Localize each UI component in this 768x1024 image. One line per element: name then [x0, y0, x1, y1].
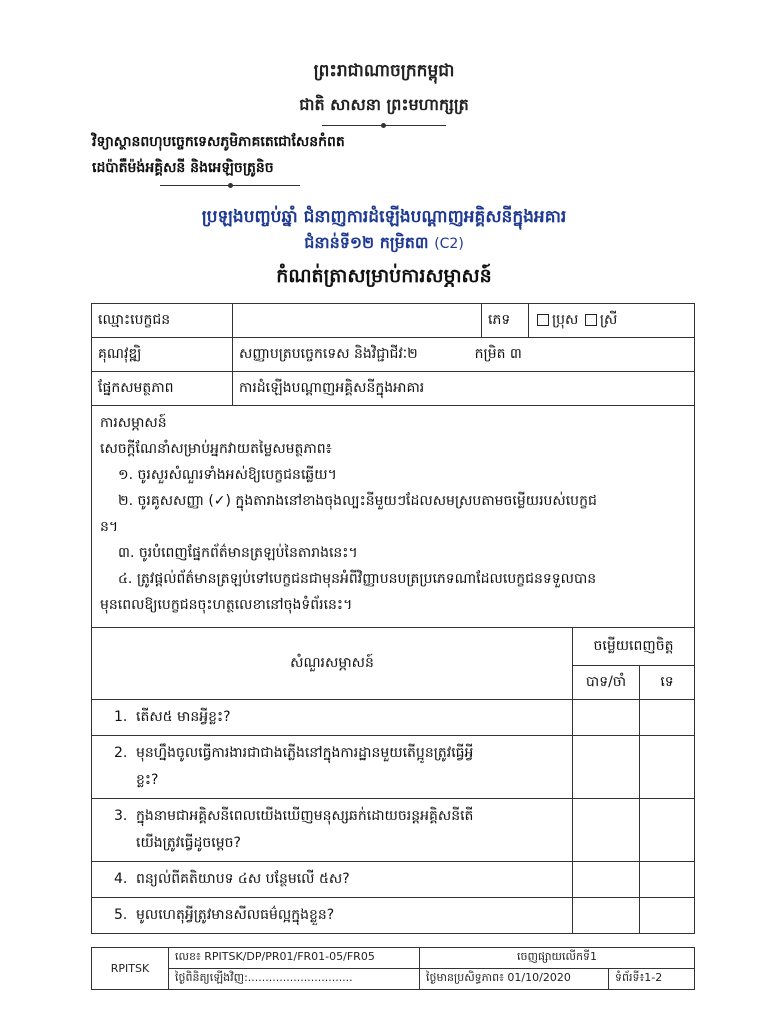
ornament-dot	[228, 183, 233, 188]
female-label: ស្រី	[599, 312, 618, 328]
competency-label: ផ្នែកសមត្ថភាព	[92, 372, 233, 406]
question-row	[92, 736, 695, 799]
interview-instructions	[91, 406, 695, 628]
instruction-item: ២. ចូរគូសសញ្ញា (✓) ក្នុងតារាងនៅខាងចុងល្បះនីមួយៗដែលសមស្របតាមចម្លើយរបស់បេក្ខជ	[118, 493, 597, 509]
document-footer	[91, 947, 695, 990]
question-text: 5. មូលហេតុអ្វីត្រូវមានសីលធម៌ល្អក្នុងខ្លួន?	[92, 898, 573, 934]
interview-questions-table	[91, 627, 695, 934]
qualification-value	[233, 338, 695, 372]
question-row	[92, 898, 695, 934]
yes-cell[interactable]	[573, 700, 640, 736]
instruction-item: ១. ចូរសួរសំណួរទាំងអស់ឱ្យបេក្ខជនឆ្លើយ។	[118, 467, 337, 483]
no-cell[interactable]	[640, 799, 695, 862]
no-cell[interactable]	[640, 862, 695, 898]
question-row	[92, 862, 695, 898]
question-text: 4. ពន្យល់ពីគតិយាបទ ៤ស បន្ថែមលើ ៥ស?	[92, 862, 573, 898]
footer-publish: ចេញផ្សាយលើកទី1	[420, 948, 695, 969]
questions-header: សំណួរសម្ភាសន៍	[92, 628, 573, 700]
department-name: ដេប៉ាតឺម៉ង់អគ្គិសនី និងអេឡិចត្រូនិច	[92, 160, 274, 176]
candidate-name-field[interactable]	[233, 304, 482, 338]
question-row	[92, 700, 695, 736]
form-title: កំណត់ត្រាសម្រាប់ការសម្ភាសន៍	[276, 265, 492, 287]
exam-generation: ជំនាន់ទី១២ កម្រិត៣	[304, 233, 429, 252]
male-label: ប្រុស	[552, 312, 579, 328]
yes-cell[interactable]	[573, 799, 640, 862]
answer-header: ចម្លើយពេញចិត្ត	[573, 628, 695, 666]
qualification-text: សញ្ញាបត្របច្ចេកទេស និងវិជ្ជាជីវៈ២	[239, 346, 418, 362]
question-text: 1. តើស៥ មានអ្វីខ្លះ?	[92, 700, 573, 736]
exam-subtitle	[0, 232, 768, 256]
level-text: កម្រិត ៣	[474, 346, 522, 362]
qualification-label: គុណវុឌ្ឍិ	[92, 338, 233, 372]
ornament-dot	[381, 123, 386, 128]
instruction-item-cont: មុនពេលឱ្យបេក្ខជនចុះហត្ថលេខានៅចុងទំព័រនេះ។	[100, 597, 353, 613]
footer-reference: លេខ៖ RPITSK/DP/PR01/FR01-05/FR05	[169, 948, 420, 969]
exam-code: (C2)	[434, 236, 464, 252]
motto-heading: ជាតិ សាសនា ព្រះមហាក្សត្រ	[299, 95, 469, 114]
question-text: 3. ក្នុងនាមជាអគ្គិសនីពេលយើងឃើញមនុស្សឆក់ដោយចរន្តអគ្គិសនីតើ យើងត្រូវធ្វើដូចម្តេច?	[92, 799, 573, 862]
footer-page: ទំព័រទី៖1-2	[609, 969, 695, 990]
instructions-title: ការសម្ភាសន៍	[100, 415, 167, 431]
no-cell[interactable]	[640, 898, 695, 934]
no-column-header: ទេ	[640, 666, 695, 700]
yes-cell[interactable]	[573, 862, 640, 898]
instruction-item-cont: ន។	[100, 519, 119, 535]
instruction-item: ៤. ត្រូវផ្តល់ព័ត៌មានត្រឡប់ទៅបេក្ខជនជាមុនអំពីវិញ្ញាបនបត្រប្រភេទណាដែលបេក្ខជនទទួលបាន	[118, 571, 597, 587]
footer-effective-date: ថ្ងៃមានប្រសិទ្ធភាព៖ 01/10/2020	[420, 969, 609, 990]
instructions-intro: សេចក្តីណែនាំសម្រាប់អ្នកវាយតម្លៃសមត្ថភាព៖	[100, 441, 332, 457]
footer-org: RPITSK	[92, 948, 169, 990]
question-row	[92, 799, 695, 862]
no-cell[interactable]	[640, 700, 695, 736]
kingdom-heading: ព្រះរាជាណាចក្រកម្ពុជា	[313, 61, 455, 81]
candidate-name-label: ឈ្មោះបេក្ខជន	[92, 304, 233, 338]
yes-cell[interactable]	[573, 898, 640, 934]
gender-options	[529, 304, 695, 338]
competency-value: ការដំឡើងបណ្តាញអគ្គិសនីក្នុងអាគារ	[233, 372, 695, 406]
footer-review-date: ថ្ងៃពិនិត្យឡើងវិញ:..............................	[169, 969, 420, 990]
no-cell[interactable]	[640, 736, 695, 799]
exam-title: ប្រឡងបញ្ចប់ឆ្នាំ ជំនាញការដំឡើងបណ្តាញអគ្គិសនីក្នុងអគារ	[201, 207, 567, 227]
candidate-info-table	[91, 303, 695, 406]
gender-label: ភេទ	[482, 304, 529, 338]
instruction-item: ៣. ចូរបំពេញផ្នែកព័ត៌មានត្រឡប់នៃតារាងនេះ។	[118, 545, 358, 561]
question-text: 2. មុនហ្នឹងចូលធ្វើការងារជាជាងភ្លើងនៅក្នុងការដ្ឋានមួយតើប្អូនត្រូវធ្វើអ្វី ខ្លះ?	[92, 736, 573, 799]
male-checkbox[interactable]	[537, 314, 549, 326]
yes-column-header: បាទ/ចាំ	[573, 666, 640, 700]
institute-name: វិទ្យាស្ថានពហុបច្ចេកទេសភូមិភាគតេជោសែនកំពត	[92, 134, 345, 150]
yes-cell[interactable]	[573, 736, 640, 799]
female-checkbox[interactable]	[585, 314, 597, 326]
